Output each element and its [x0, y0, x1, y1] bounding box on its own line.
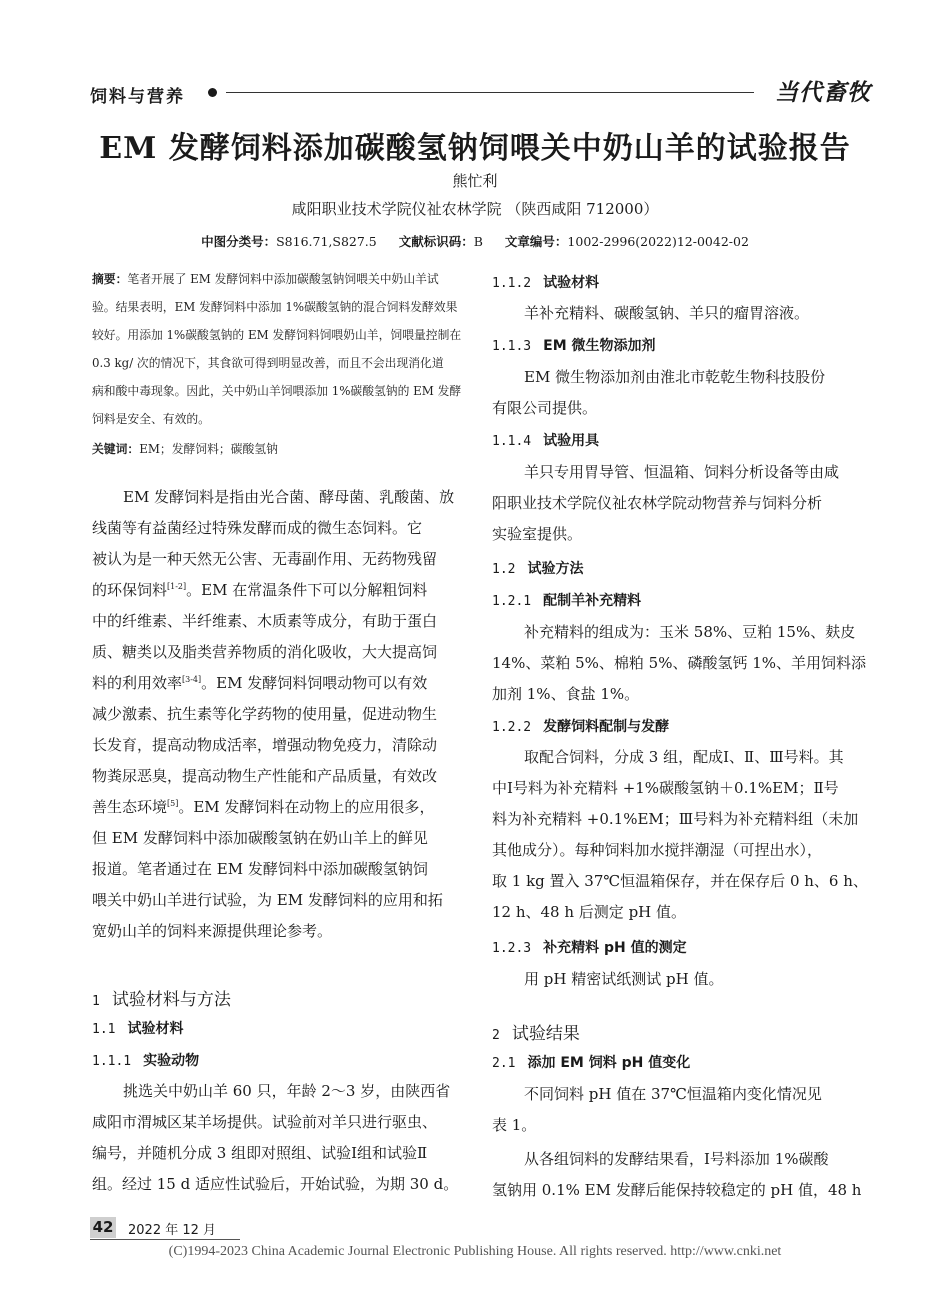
citation: [3-4]	[182, 675, 202, 684]
keywords-label: 关键词：	[92, 442, 140, 456]
footer-rule	[90, 1239, 240, 1240]
paragraph-line: 取 1 kg 置入 37℃恒温箱保存，并在保存后 0 h、6 h、	[492, 872, 868, 890]
paragraph-line: 用 pH 精密试纸测试 pH 值。	[524, 970, 724, 988]
paragraph-line: 善生态环境[5]。EM 发酵饲料在动物上的应用很多，	[92, 798, 435, 816]
abstract-label: 摘要：	[92, 272, 128, 286]
paragraph-line: 其他成分）。每种饲料加水搅拌潮湿（可捏出水），	[492, 841, 823, 859]
paragraph-line: 减少激素、抗生素等化学药物的使用量，促进动物生	[92, 705, 438, 723]
header-rule	[226, 92, 754, 93]
abstract-line: 验。结果表明，EM 发酵饲料中添加 1%碳酸氢钠的混合饲料发酵效果	[92, 300, 458, 314]
abstract-line: 摘要：笔者开展了 EM 发酵饲料中添加碳酸氢钠饲喂关中奶山羊试	[92, 272, 439, 286]
paragraph-line: 12 h、48 h 后测定 pH 值。	[492, 903, 687, 921]
paragraph-line: EM 微生物添加剂由淮北市乾乾生物科技股份	[524, 368, 826, 386]
paragraph-line: 补充精料的组成为：玉米 58%、豆粕 15%、麸皮	[524, 623, 856, 641]
abstract-line: 饲料是安全、有效的。	[92, 412, 210, 426]
paragraph-line: 长发育，提高动物成活率，增强动物免疫力，清除动	[92, 736, 438, 754]
doc-code-label: 文献标识码：	[398, 234, 474, 249]
article-no-label: 文章编号：	[504, 234, 568, 249]
paragraph-line: 被认为是一种天然无公害、无毒副作用、无药物残留	[92, 550, 438, 568]
abstract-line: 0.3 kg/ 次的情况下，其食欲可得到明显改善，而且不会出现消化道	[92, 356, 444, 370]
paragraph-line: 线菌等有益菌经过特殊发酵而成的微生态饲料。它	[92, 519, 423, 537]
section-heading-1-1-1: 1.1.1 实验动物	[92, 1053, 200, 1069]
section-heading-1-2-1: 1.2.1 配制羊补充精料	[492, 593, 642, 609]
page-number: 42	[90, 1217, 116, 1238]
paragraph-line: 质、糖类以及脂类营养物质的消化吸收，大大提高饲	[92, 643, 438, 661]
paragraph-line: 但 EM 发酵饲料中添加碳酸氢钠在奶山羊上的鲜见	[92, 829, 428, 847]
abstract-line: 病和酸中毒现象。因此，关中奶山羊饲喂添加 1%碳酸氢钠的 EM 发酵	[92, 384, 462, 398]
copyright-notice: (C)1994-2023 China Academic Journal Electronic Publishing House. All rights reserved. http://www.cnki.net	[168, 1244, 782, 1259]
section-heading-1-2-3: 1.2.3 补充精料 pH 值的测定	[492, 940, 687, 956]
article-title: EM 发酵饲料添加碳酸氢钠饲喂关中奶山羊的试验报告	[99, 131, 851, 166]
keywords-line	[92, 440, 278, 457]
paragraph-line: 不同饲料 pH 值在 37℃恒温箱内变化情况见	[524, 1085, 822, 1103]
paragraph-line: 咸阳市渭城区某羊场提供。试验前对羊只进行驱虫、	[92, 1113, 438, 1131]
section-heading-2: 2 试验结果	[492, 1024, 580, 1044]
paragraph-line: 从各组饲料的发酵结果看，Ⅰ号料添加 1%碳酸	[524, 1150, 829, 1168]
section-heading-1-2: 1.2 试验方法	[492, 561, 584, 577]
article-no-value: 1002-2996(2022)12-0042-02	[567, 234, 749, 249]
issue-date: 2022 年 12 月	[128, 1223, 217, 1238]
paragraph-line: 喂关中奶山羊进行试验，为 EM 发酵饲料的应用和拓	[92, 891, 443, 909]
citation: [1-2]	[167, 582, 187, 591]
paragraph-line: 的环保饲料[1-2]。EM 在常温条件下可以分解粗饲料	[92, 581, 428, 599]
paragraph-line: 中Ⅰ号料为补充精料 +1%碳酸氢钠＋0.1%EM；Ⅱ号	[492, 779, 839, 797]
paragraph-line: 有限公司提供。	[492, 399, 598, 417]
section-heading-1-1-2: 1.1.2 试验材料	[492, 275, 600, 291]
paragraph-line: 羊只专用胃导管、恒温箱、饲料分析设备等由咸	[524, 463, 840, 481]
classification-label: 中图分类号：	[201, 234, 277, 249]
section-heading-2-1: 2.1 添加 EM 饲料 pH 值变化	[492, 1055, 691, 1071]
header-bullet	[208, 88, 217, 97]
section-heading-1-1: 1.1 试验材料	[92, 1021, 184, 1037]
article-metadata	[0, 232, 950, 250]
paragraph-line: 料的利用效率[3-4]。EM 发酵饲料饲喂动物可以有效	[92, 674, 428, 692]
paragraph-line: 加剂 1%、食盐 1%。	[492, 685, 640, 703]
section-heading-1-1-3: 1.1.3 EM 微生物添加剂	[492, 338, 656, 354]
paragraph-line: 实验室提供。	[492, 525, 583, 543]
paragraph-line: 阳职业技术学院仪祉农林学院动物营养与饲料分析	[492, 494, 823, 512]
journal-section: 饲料与营养	[90, 87, 185, 107]
abstract-line: 较好。用添加 1%碳酸氢钠的 EM 发酵饲料饲喂奶山羊，饲喂量控制在	[92, 328, 462, 342]
paragraph-line: 料为补充精料 +0.1%EM；Ⅲ号料为补充精料组（未加	[492, 810, 859, 828]
paragraph-line: 挑选关中奶山羊 60 只，年龄 2～3 岁，由陕西省	[123, 1082, 451, 1100]
article-affiliation: 咸阳职业技术学院仪祉农林学院 （陕西咸阳 712000）	[291, 200, 659, 218]
paragraph-line: 氢钠用 0.1% EM 发酵后能保持较稳定的 pH 值，48 h	[492, 1181, 862, 1199]
article-author: 熊忙利	[452, 172, 498, 190]
paragraph-line: EM 发酵饲料是指由光合菌、酵母菌、乳酸菌、放	[123, 488, 455, 506]
journal-logo: 当代畜牧	[775, 79, 871, 106]
doc-code-value: B	[473, 234, 483, 249]
keywords: EM；发酵饲料；碳酸氢钠	[139, 442, 278, 456]
paragraph-line: 表 1。	[492, 1116, 537, 1134]
citation: [5]	[167, 799, 179, 808]
section-heading-1-1-4: 1.1.4 试验用具	[492, 433, 600, 449]
section-heading-1-2-2: 1.2.2 发酵饲料配制与发酵	[492, 719, 670, 735]
paragraph-line: 宽奶山羊的饲料来源提供理论参考。	[92, 922, 333, 940]
paragraph-line: 羊补充精料、碳酸氢钠、羊只的瘤胃溶液。	[524, 304, 810, 322]
paragraph-line: 取配合饲料，分成 3 组，配成Ⅰ、Ⅱ、Ⅲ号料。其	[524, 748, 844, 766]
paragraph-line: 14%、菜粕 5%、棉粕 5%、磷酸氢钙 1%、羊用饲料添	[492, 654, 867, 672]
paragraph-line: 组。经过 15 d 适应性试验后，开始试验，为期 30 d。	[92, 1175, 459, 1193]
section-heading-1: 1 试验材料与方法	[92, 990, 231, 1010]
paragraph-line: 物粪尿恶臭，提高动物生产性能和产品质量，有效改	[92, 767, 438, 785]
classification-value: S816.71,S827.5	[276, 234, 377, 249]
paragraph-line: 编号，并随机分成 3 组即对照组、试验Ⅰ组和试验Ⅱ	[92, 1144, 428, 1162]
paragraph-line: 报道。笔者通过在 EM 发酵饲料中添加碳酸氢钠饲	[92, 860, 428, 878]
paragraph-line: 中的纤维素、半纤维素、木质素等成分，有助于蛋白	[92, 612, 438, 630]
